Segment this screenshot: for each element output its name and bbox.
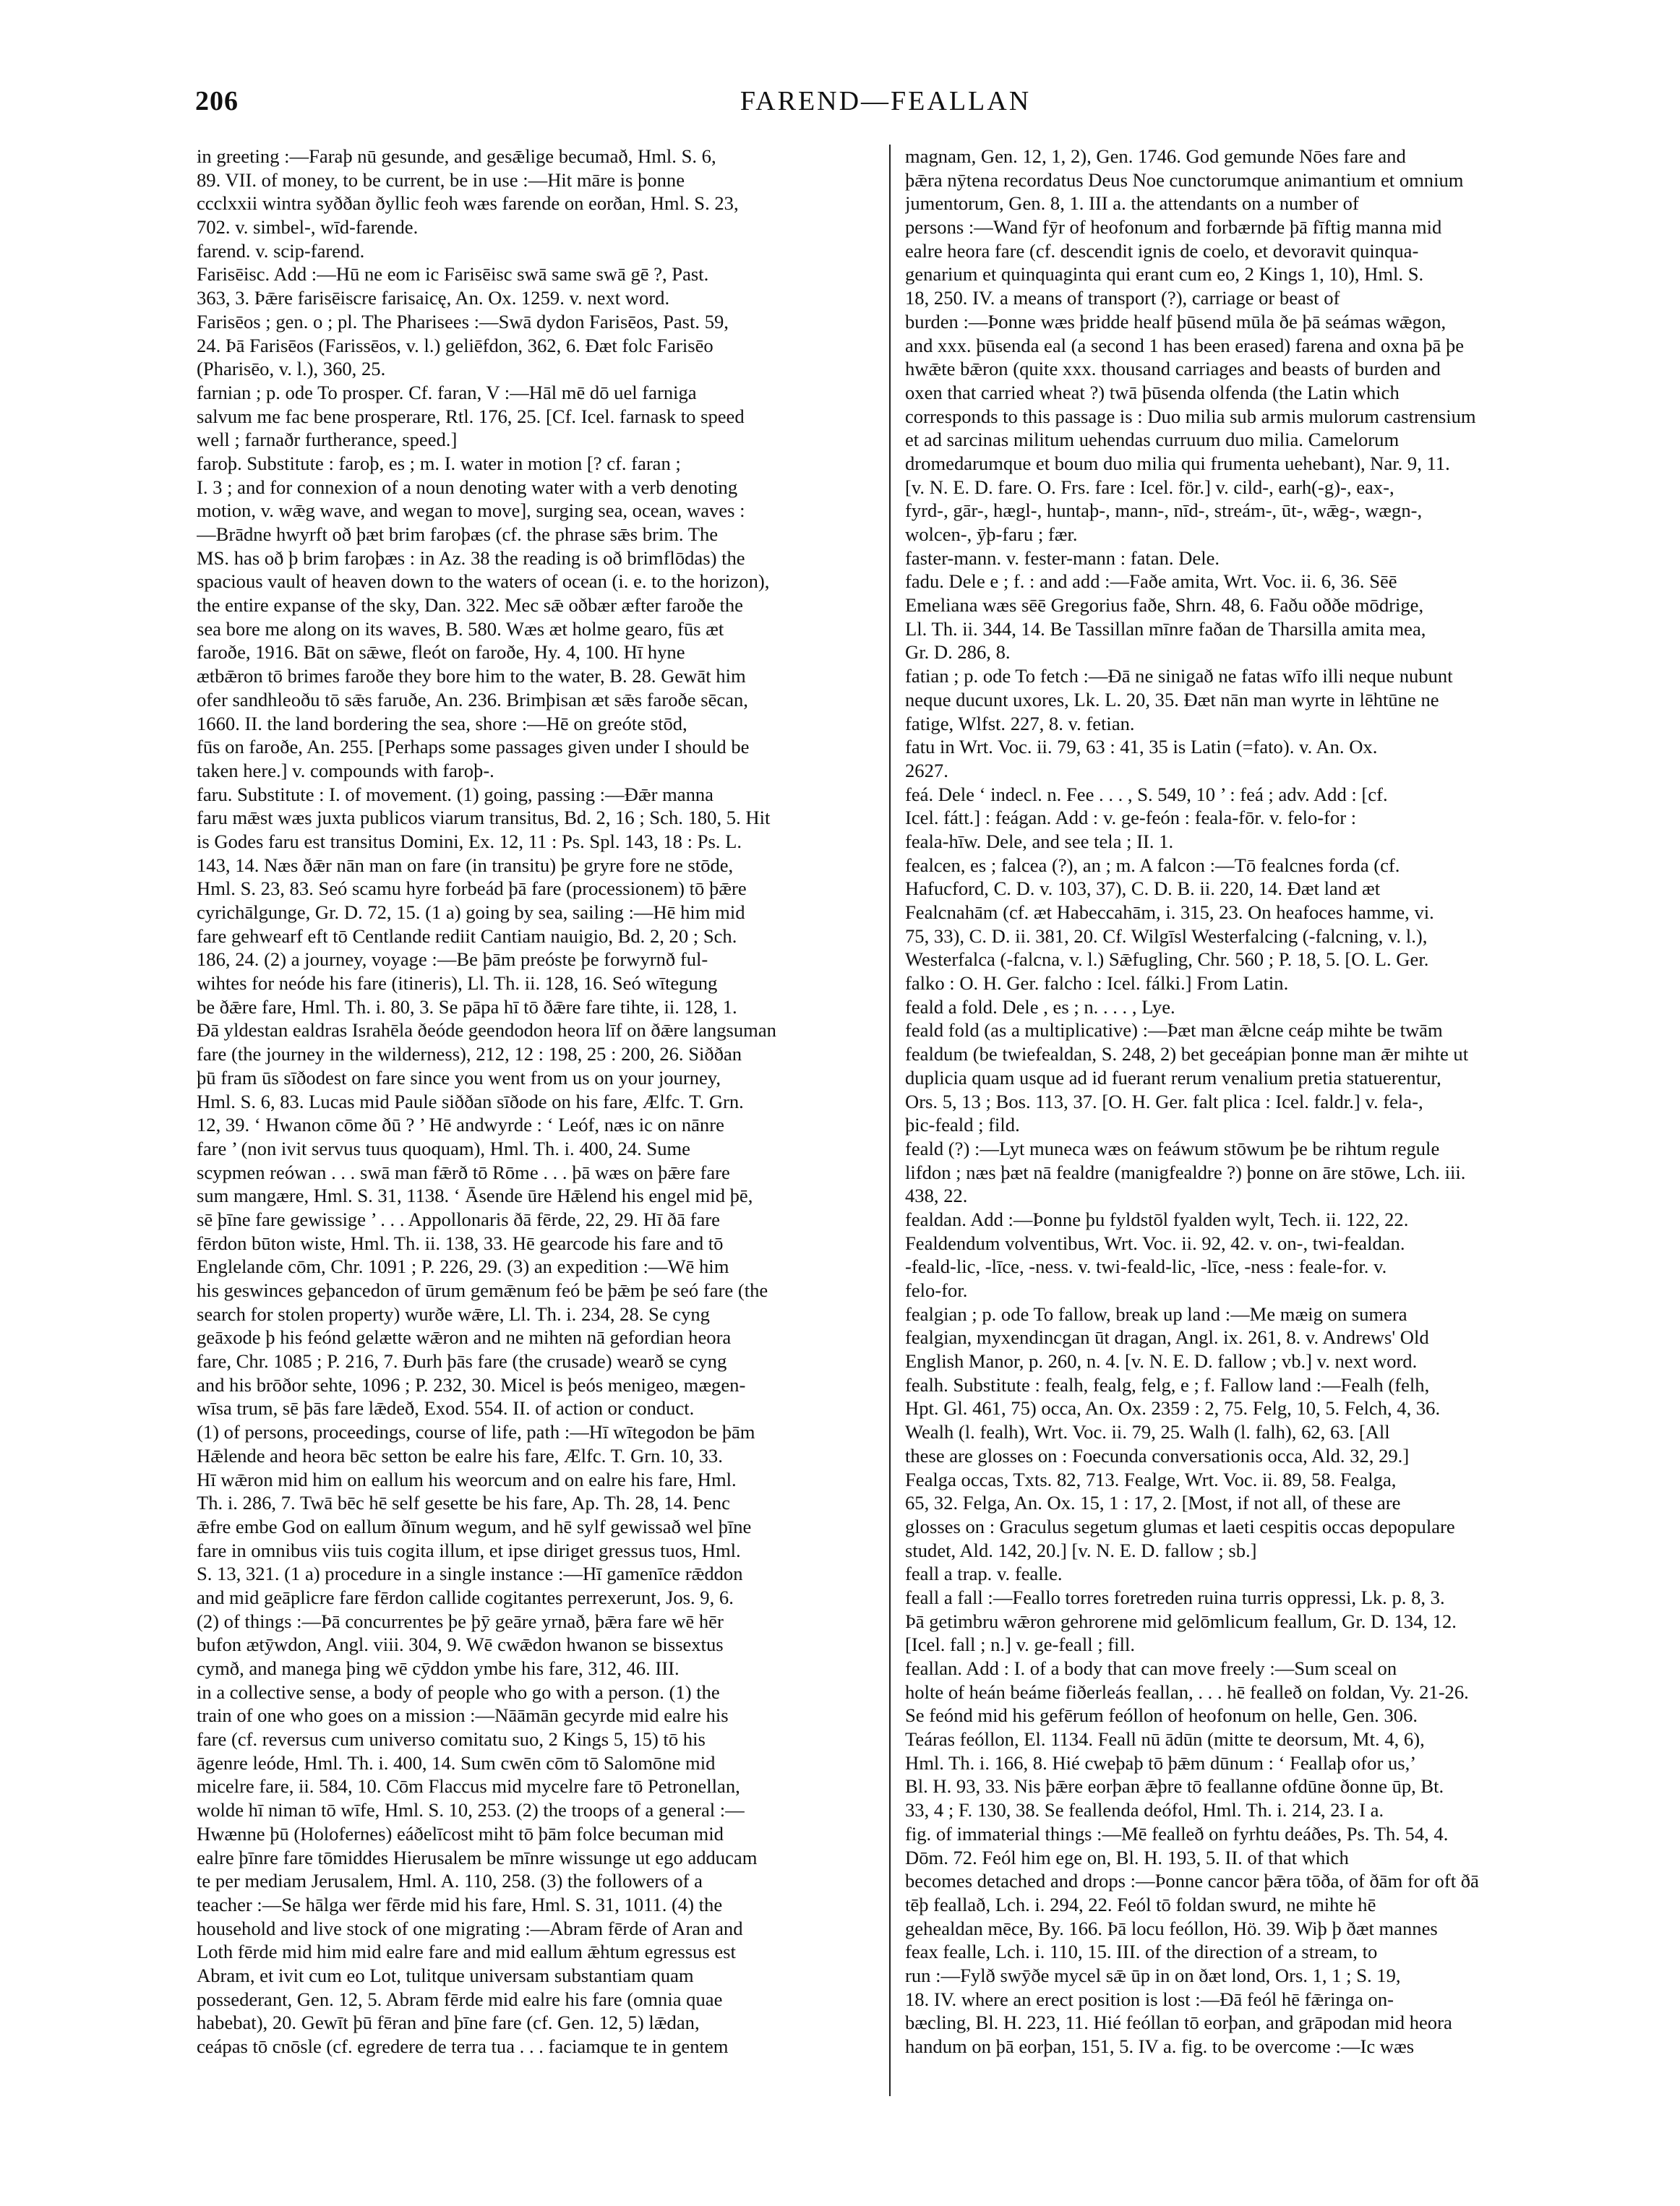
text-line: 12, 39. ‘ Hwanon cōme ðū ? ’ Hē andwyrde : ‘ Leóf, næs ic on nānre — [197, 1114, 724, 1136]
text-line: falko : O. H. Ger. falcho : Icel. fálki.] From Latin. — [905, 972, 1289, 995]
text-line: þū fram ūs sīðodest on fare since you went from us on your journey, — [197, 1066, 721, 1089]
text-line: farnian ; p. ode To prosper. Cf. faran, V :—Hāl mē dō uel farniga — [197, 381, 697, 403]
text-line: [v. N. E. D. fare. O. Frs. fare : Icel. för.] v. cild-, earh(-g)-, eax-, — [905, 476, 1394, 498]
text-line: in a collective sense, a body of people who go with a person. (1) the — [197, 1681, 720, 1703]
text-line: 24. Þā Farisēos (Farissēos, v. l.) geliēfdon, 362, 6. Ðæt folc Farisēo — [197, 334, 713, 356]
text-line: feald (?) :—Lyt muneca wæs on feáwum stōwum þe be rihtum regule — [905, 1137, 1440, 1159]
text-line: faru. Substitute : I. of movement. (1) going, passing :—Ðǣr manna — [197, 783, 713, 805]
text-line: 1660. II. the land bordering the sea, shore :—Hē on greóte stōd, — [197, 712, 687, 734]
text-line: Icel. fátt.] : feágan. Add : v. ge-feón : feala-fōr. v. felo-for : — [905, 807, 1357, 829]
text-line: Se feónd mid his gefērum feóllon of heofonum on helle, Gen. 306. — [905, 1704, 1418, 1727]
text-line: Hml. S. 23, 83. Seó scamu hyre forbeád þā fare (processionem) tō þǣre — [197, 877, 747, 900]
text-line: studet, Ald. 142, 20.] [v. N. E. D. fallow ; sb.] — [905, 1539, 1257, 1561]
text-line: Fealcnahām (cf. æt Habeccahām, i. 315, 23. On heafoces hamme, vi. — [905, 901, 1434, 923]
text-line: te per mediam Jerusalem, Hml. A. 110, 258. (3) the followers of a — [197, 1870, 703, 1892]
page-header — [195, 85, 1576, 129]
text-line: farend. v. scip-farend. — [197, 239, 365, 262]
text-line: neque ducunt uxores, Lk. L. 20, 35. Ðæt nān man wyrte in lēhtūne ne — [905, 688, 1439, 711]
text-line: Teáras feóllon, El. 1134. Feall nū ādūn (mitte te deorsum, Mt. 4, 6), — [905, 1728, 1425, 1751]
text-line: -feald-lic, -līce, -ness. v. twi-feald-lic, -līce, -ness : feale-for. v. — [905, 1256, 1387, 1278]
text-line: train of one who goes on a mission :—Nāāmān gecyrde mid ealre his — [197, 1704, 729, 1727]
text-line: tēþ feallað, Lch. i. 294, 22. Feól tō foldan swurd, ne mihte hē — [905, 1893, 1376, 1915]
text-line: fealgian, myxendincgan ūt dragan, Angl. ix. 261, 8. v. Andrews' Old — [905, 1326, 1429, 1349]
text-line: fare (the journey in the wilderness), 212, 12 : 198, 25 : 200, 26. Siððan — [197, 1043, 742, 1065]
text-line: 65, 32. Felga, An. Ox. 15, 1 : 17, 2. [Most, if not all, of these are — [905, 1492, 1401, 1514]
text-line: fyrd-, gār-, hægl-, huntaþ-, mann-, nīd-, streám-, ūt-, wǣg-, wægn-, — [905, 499, 1423, 522]
text-line: þic-feald ; fild. — [905, 1114, 1020, 1136]
text-line: ealre þīnre fare tōmiddes Hierusalem be mīnre wissunge ut ego adducam — [197, 1846, 758, 1868]
text-line: Ll. Th. ii. 344, 14. Be Tassillan mīnre faðan de Tharsilla amita mea, — [905, 617, 1426, 640]
text-line: handum on þā eorþan, 151, 5. IV a. fig. to be overcome :—Ic wæs — [905, 2035, 1415, 2057]
text-line: fare in omnibus viis tuis cogita illum, et ipse diriget gressus tuos, Hml. — [197, 1539, 741, 1561]
text-line: scypmen reówan . . . swā man fǣrð tō Rōme . . . þā wæs on þǣre fare — [197, 1161, 730, 1183]
text-line: 702. v. simbel-, wīd-farende. — [197, 216, 419, 239]
text-line: faster-mann. v. fester-mann : fatan. Dele. — [905, 546, 1220, 569]
text-line: [Icel. fall ; n.] v. ge-feall ; fill. — [905, 1634, 1135, 1656]
text-line: (1) of persons, proceedings, course of life, path :—Hī wītegodon be þām — [197, 1421, 755, 1443]
text-line: wolde hī niman tō wīfe, Hml. S. 10, 253. (2) the troops of a general :— — [197, 1799, 745, 1821]
text-line: fealgian ; p. ode To fallow, break up land :—Me mæig on sumera — [905, 1302, 1407, 1325]
text-line: Þā getimbru wǣron gehrorene mid gelōmlicum feallum, Gr. D. 134, 12. — [905, 1610, 1457, 1632]
text-line: MS. has oð þ brim faroþæs : in Az. 38 the reading is oð brimflōdas) the — [197, 546, 745, 569]
text-line: āgenre leóde, Hml. Th. i. 400, 14. Sum cwēn cōm tō Salomōne mid — [197, 1751, 716, 1774]
text-line: I. 3 ; and for connexion of a noun denoting water with a verb denoting — [197, 476, 738, 498]
text-line: Th. i. 286, 7. Twā bēc hē self gesette be his fare, Ap. Th. 28, 14. Þenc — [197, 1492, 730, 1514]
text-line: cyrichālgunge, Gr. D. 72, 15. (1 a) going by sea, sailing :—Hē him mid — [197, 901, 745, 923]
text-line: fatu in Wrt. Voc. ii. 79, 63 : 41, 35 is Latin (=fato). v. An. Ox. — [905, 736, 1378, 758]
text-line: fatian ; p. ode To fetch :—Ðā ne sinigað ne fatas wīfo illi neque nubunt — [905, 665, 1453, 687]
text-line: Hml. S. 6, 83. Lucas mid Paule siððan sīðode on his fare, Ælfc. T. Grn. — [197, 1090, 744, 1112]
text-line: 363, 3. Þǣre farisēiscre farisaicę, An. Ox. 1259. v. next word. — [197, 287, 670, 309]
text-line: oxen that carried wheat ?) twā þūsenda olfenda (the Latin which — [905, 381, 1400, 403]
text-line: feall a fall :—Feallo torres foretreden ruina turris oppressi, Lk. p. 8, 3. — [905, 1586, 1445, 1608]
text-line: fealh. Substitute : fealh, fealg, felg, e ; f. Fallow land :—Fealh (felh, — [905, 1373, 1430, 1396]
text-line: Wealh (l. fealh), Wrt. Voc. ii. 79, 25. Walh (l. falh), 62, 63. [All — [905, 1421, 1390, 1443]
text-line: feallan. Add : I. of a body that can move freely :—Sum sceal on — [905, 1657, 1397, 1679]
text-line: well ; farnaðr furtherance, speed.] — [197, 429, 458, 451]
text-line: bæcling, Bl. H. 223, 11. Hié feóllan tō eorþan, and grāpodan mid heora — [905, 2012, 1452, 2034]
text-line: micelre fare, ii. 584, 10. Cōm Flaccus mid mycelre fare tō Petronellan, — [197, 1775, 740, 1798]
text-line: fare ’ (non ivit servus tuus quoquam), Hml. Th. i. 400, 24. Sume — [197, 1137, 690, 1159]
text-line: gehealdan mēce, By. 166. Þā locu feóllon, Hö. 39. Wiþ þ ðæt mannes — [905, 1917, 1438, 1939]
text-line: Fealga occas, Txts. 82, 713. Fealge, Wrt. Voc. ii. 89, 58. Fealga, — [905, 1468, 1397, 1490]
text-line: Bl. H. 93, 33. Nis þǣre eorþan ǣþre tō feallanne ofdūne ðonne ūp, Bt. — [905, 1775, 1444, 1798]
text-line: glosses on : Graculus segetum glumas et laeti cespitis occas depopulare — [905, 1515, 1455, 1537]
text-line: felo-for. — [905, 1279, 968, 1301]
text-line: Emeliana wæs sēē Gregorius faðe, Shrn. 48, 6. Faðu oððe mōdrige, — [905, 594, 1424, 617]
text-line: Hī wǣron mid him on eallum his weorcum and on ealre his fare, Hml. — [197, 1468, 737, 1490]
text-line: Hǣlende and heora bēc setton be ealre his fare, Ælfc. T. Grn. 10, 33. — [197, 1444, 723, 1467]
text-line: feá. Dele ‘ indecl. n. Fee . . . , S. 549, 10 ’ : feá ; adv. Add : [cf. — [905, 783, 1388, 805]
text-line: fealdum (be twiefealdan, S. 248, 2) bet geceápian þonne man ǣr mihte ut — [905, 1043, 1469, 1065]
text-line: Loth fērde mid him mid ealre fare and mid eallum ǣhtum egressus est — [197, 1941, 736, 1963]
text-line: bufon ætȳwdon, Angl. viii. 304, 9. Wē cwǣdon hwanon se bissextus — [197, 1634, 724, 1656]
text-line: Ors. 5, 13 ; Bos. 113, 37. [O. H. Ger. falt plica : Icel. faldr.] v. fela-, — [905, 1090, 1423, 1112]
text-line: Fealdendum volventibus, Wrt. Voc. ii. 92, 42. v. on-, twi-fealdan. — [905, 1232, 1405, 1254]
text-line: fare gehwearf eft tō Centlande rediit Cantiam nauigio, Bd. 2, 20 ; Sch. — [197, 924, 737, 947]
text-line: (Pharisēo, v. l.), 360, 25. — [197, 358, 386, 380]
text-line: burden :—Þonne wæs þridde healf þūsend mūla ðe þā seámas wǣgon, — [905, 310, 1447, 332]
column-divider — [889, 145, 891, 2096]
text-line: S. 13, 321. (1 a) procedure in a single instance :—Hī gamenīce rǣddon — [197, 1563, 743, 1585]
text-line: and his brōðor sehte, 1096 ; P. 232, 30. Micel is þeós menigeo, mægen- — [197, 1373, 746, 1396]
text-line: jumentorum, Gen. 8, 1. III a. the attendants on a number of — [905, 192, 1359, 215]
text-line: ealre heora fare (cf. descendit ignis de coelo, et devoravit quinqua- — [905, 239, 1419, 262]
text-line: 18. IV. where an erect position is lost :—Ðā feól hē fǣringa on- — [905, 1988, 1394, 2010]
text-line: faroðe, 1916. Bāt on sǣwe, fleót on faroðe, Hy. 4, 100. Hī hyne — [197, 641, 685, 664]
right-column — [905, 145, 1583, 2059]
text-line: (2) of things :—Þā concurrentes þe þȳ geāre yrnað, þǣra fare wē hēr — [197, 1610, 724, 1632]
left-column — [197, 145, 875, 2059]
text-line: fadu. Dele e ; f. : and add :—Faðe amita, Wrt. Voc. ii. 6, 36. Sēē — [905, 570, 1397, 593]
text-line: fērdon būton wiste, Hml. Th. ii. 138, 33. Hē gearcode his fare and tō — [197, 1232, 724, 1254]
text-line: salvum me fac bene prosperare, Rtl. 176, 25. [Cf. Icel. farnask to speed — [197, 405, 745, 427]
text-line: Englelande cōm, Chr. 1091 ; P. 226, 29. (3) an expedition :—Wē him — [197, 1256, 729, 1278]
text-line: duplicia quam usque ad id fuerant rerum venalium pretia statuerentur, — [905, 1066, 1441, 1089]
text-line: fūs on faroðe, An. 255. [Perhaps some passages given under I should be — [197, 736, 750, 758]
text-line: and mid geāplicre fare fērdon callide cogitantes perrexerunt, Jos. 9, 6. — [197, 1586, 734, 1608]
text-line: Gr. D. 286, 8. — [905, 641, 1011, 664]
text-line: 186, 24. (2) a journey, voyage :—Be þām preóste þe forwyrnð ful- — [197, 948, 708, 971]
text-line: wīsa trum, sē þās fare lǣdeð, Exod. 554. II. of action or conduct. — [197, 1397, 695, 1420]
text-line: cymð, and manega þing wē cȳddon ymbe his fare, 312, 46. III. — [197, 1657, 680, 1679]
text-line: fare, Chr. 1085 ; P. 216, 7. Ðurh þās fare (the crusade) wearð se cyng — [197, 1350, 727, 1373]
text-line: his geswinces geþancedon of ūrum gemǣnum feó be þǣm þe seó fare (the — [197, 1279, 768, 1301]
text-line: feall a trap. v. fealle. — [905, 1563, 1063, 1585]
text-line: 89. VII. of money, to be current, be in use :—Hit māre is þonne — [197, 168, 685, 191]
text-line: 2627. — [905, 759, 948, 781]
text-line: habebat), 20. Gewīt þū fēran and þīne fare (cf. Gen. 12, 5) lǣdan, — [197, 2012, 700, 2034]
text-line: genarium et quinquaginta qui erant cum eo, 2 Kings 1, 10), Hml. S. — [905, 263, 1424, 286]
text-line: wolcen-, ȳþ-faru ; fær. — [905, 523, 1078, 545]
text-line: persons :—Wand fȳr of heofonum and forbærnde þā fīftig manna mid — [905, 216, 1442, 239]
text-line: English Manor, p. 260, n. 4. [v. N. E. D. fallow ; vb.] v. next word. — [905, 1350, 1418, 1373]
text-line: magnam, Gen. 12, 1, 2), Gen. 1746. God gemunde Nōes fare and — [905, 145, 1406, 167]
text-line: ceápas tō cnōsle (cf. egredere de terra tua . . . faciamque te in gentem — [197, 2035, 729, 2057]
text-line: Farisēos ; gen. o ; pl. The Pharisees :—Swā dydon Farisēos, Past. 59, — [197, 310, 729, 332]
text-line: feald a fold. Dele , es ; n. . . . , Lye. — [905, 995, 1175, 1018]
text-line: motion, v. wǣg wave, and wegan to move], surging sea, ocean, waves : — [197, 499, 745, 522]
text-line: feax fealle, Lch. i. 110, 15. III. of the direction of a stream, to — [905, 1941, 1378, 1963]
text-line: is Godes faru est transitus Domini, Ex. 12, 11 : Ps. Spl. 143, 18 : Ps. L. — [197, 830, 742, 852]
text-line: fealdan. Add :—Þonne þu fyldstōl fyalden wylt, Tech. ii. 122, 22. — [905, 1208, 1409, 1230]
text-line: these are glosses on : Foecunda conversationis occa, Ald. 32, 29.] — [905, 1444, 1410, 1467]
text-line: Hml. Th. i. 166, 8. Hié cweþaþ tō þǣm dūnum : ‘ Feallaþ ofor us,’ — [905, 1751, 1417, 1774]
text-line: 143, 14. Næs ðǣr nān man on fare (in transitu) þe gryre fore ne stōde, — [197, 854, 734, 876]
text-line: —Brādne hwyrft oð þæt brim faroþæs (cf. the phrase sǣs brim. The — [197, 523, 719, 545]
text-line: becomes detached and drops :—Þonne cancor þǣra tōða, of ðām for oft ðā — [905, 1870, 1479, 1892]
text-line: Ðā yldestan ealdras Israhēla ðeóde geendodon heora līf on ðǣre langsuman — [197, 1019, 776, 1042]
text-line: and xxx. þūsenda eal (a second 1 has been erased) farena and oxna þā þe — [905, 334, 1465, 356]
text-line: sea bore me along on its waves, B. 580. Wæs æt holme gearo, fūs æt — [197, 617, 724, 640]
text-line: be ðǣre fare, Hml. Th. i. 80, 3. Se pāpa hī tō ðǣre fare tihte, ii. 128, 1. — [197, 995, 737, 1018]
text-line: run :—Fylð swȳðe mycel sǣ ūp in on ðæt lond, Ors. 1, 1 ; S. 19, — [905, 1964, 1401, 1986]
text-line: faroþ. Substitute : faroþ, es ; m. I. water in motion [? cf. faran ; — [197, 452, 681, 474]
text-line: fealcen, es ; falcea (?), an ; m. A falcon :—Tō fealcnes forda (cf. — [905, 854, 1400, 876]
text-line: corresponds to this passage is : Duo milia sub armis mulorum castrensium — [905, 405, 1476, 427]
text-line: teacher :—Se hālga wer fērde mid his fare, Hml. S. 31, 1011. (4) the — [197, 1893, 723, 1915]
text-line: household and live stock of one migrating :—Abram fērde of Aran and — [197, 1917, 743, 1939]
text-line: geāxode þ his feónd gelætte wǣron and ne mihten nā gefordian heora — [197, 1326, 732, 1349]
text-line: Farisēisc. Add :—Hū ne eom ic Farisēisc swā same swā gē ?, Past. — [197, 263, 709, 286]
text-line: ccclxxii wintra syððan ðyllic feoh wæs farende on eorðan, Hml. S. 23, — [197, 192, 739, 215]
text-line: þǣra nȳtena recordatus Deus Noe cunctorumque animantium et omnium — [905, 168, 1464, 191]
text-line: faru mǣst wæs juxta publicos viarum transitus, Bd. 2, 16 ; Sch. 180, 5. Hit — [197, 807, 771, 829]
page-number: 206 — [195, 86, 239, 116]
text-line: fare (cf. reversus cum universo comitatu suo, 2 Kings 5, 15) tō his — [197, 1728, 706, 1751]
text-line: Hwænne þū (Holofernes) eáðelīcost miht tō þām folce becuman mid — [197, 1822, 724, 1845]
text-line: 18, 250. IV. a means of transport (?), carriage or beast of — [905, 287, 1340, 309]
text-line: sē þīne fare gewissige ’ . . . Appollonaris ðā fērde, 22, 29. Hī ðā fare — [197, 1208, 720, 1230]
text-line: possederant, Gen. 12, 5. Abram fērde mid ealre his fare (omnia quae — [197, 1988, 723, 2010]
text-line: Dōm. 72. Feól him ege on, Bl. H. 193, 5. II. of that which — [905, 1846, 1349, 1868]
text-line: dromedarumque et boum duo milia qui frumenta uehebant), Nar. 9, 11. — [905, 452, 1450, 474]
text-line: 75, 33), C. D. ii. 381, 20. Cf. Wilgīsl Westerfalcing (-falcning, v. l.), — [905, 924, 1428, 947]
text-line: fatige, Wlfst. 227, 8. v. fetian. — [905, 712, 1135, 734]
text-line: taken here.] v. compounds with faroþ-. — [197, 759, 494, 781]
text-line: lifdon ; næs þæt nā fealdre (manigfealdre ?) þonne on āre stōwe, Lch. iii. — [905, 1161, 1466, 1183]
text-line: et ad sarcinas militum uehendas curruum duo milia. Camelorum — [905, 429, 1400, 451]
text-line: feald fold (as a multiplicative) :—Þæt man ǣlcne ceáp mihte be twām — [905, 1019, 1443, 1042]
text-line: hwǣte bǣron (quite xxx. thousand carriages and beasts of burden and — [905, 358, 1441, 380]
running-head: FAREND—FEALLAN — [740, 86, 1032, 116]
text-line: Abram, et ivit cum eo Lot, tulitque universam substantiam quam — [197, 1964, 694, 1986]
text-line: 438, 22. — [905, 1185, 968, 1207]
text-line: spacious vault of heaven down to the waters of ocean (i. e. to the horizon), — [197, 570, 770, 593]
text-line: Hafucford, C. D. v. 103, 37), C. D. B. ii. 220, 14. Ðæt land æt — [905, 877, 1381, 900]
text-line: ǣfre embe God on eallum ðīnum wegum, and hē sylf gewissað wel þīne — [197, 1515, 752, 1537]
text-line: the entire expanse of the sky, Dan. 322. Mec sǣ oðbær æfter faroðe the — [197, 594, 743, 617]
text-line: search for stolen property) wurðe wǣre, Ll. Th. i. 234, 28. Se cyng — [197, 1302, 710, 1325]
text-line: holte of heán beáme fiðerleás feallan, . . . hē fealleð on foldan, Vy. 21-26. — [905, 1681, 1469, 1703]
text-line: Hpt. Gl. 461, 75) occa, An. Ox. 2359 : 2, 75. Felg, 10, 5. Felch, 4, 36. — [905, 1397, 1441, 1420]
text-line: ætbǣron tō brimes faroðe they bore him to the water, B. 28. Gewāt him — [197, 665, 746, 687]
text-line: feala-hīw. Dele, and see tela ; II. 1. — [905, 830, 1174, 852]
text-line: ofer sandhleoðu tō sǣs faruðe, An. 236. Brimþisan æt sǣs faroðe sēcan, — [197, 688, 748, 711]
text-line: fig. of immaterial things :—Mē fealleð on fyrhtu deáðes, Ps. Th. 54, 4. — [905, 1822, 1449, 1845]
text-line: 33, 4 ; F. 130, 38. Se feallenda deófol, Hml. Th. i. 214, 23. I a. — [905, 1799, 1384, 1821]
text-line: in greeting :—Faraþ nū gesunde, and gesǣlige becumað, Hml. S. 6, — [197, 145, 716, 167]
text-line: wihtes for neóde his fare (itineris), Ll. Th. ii. 128, 16. Seó wītegung — [197, 972, 718, 995]
text-line: sum mangære, Hml. S. 31, 1138. ‘ Āsende ūre Hǣlend his engel mid þē, — [197, 1185, 753, 1207]
text-line: Westerfalca (-falcna, v. l.) Sǣfugling, Chr. 560 ; P. 18, 5. [O. L. Ger. — [905, 948, 1429, 971]
